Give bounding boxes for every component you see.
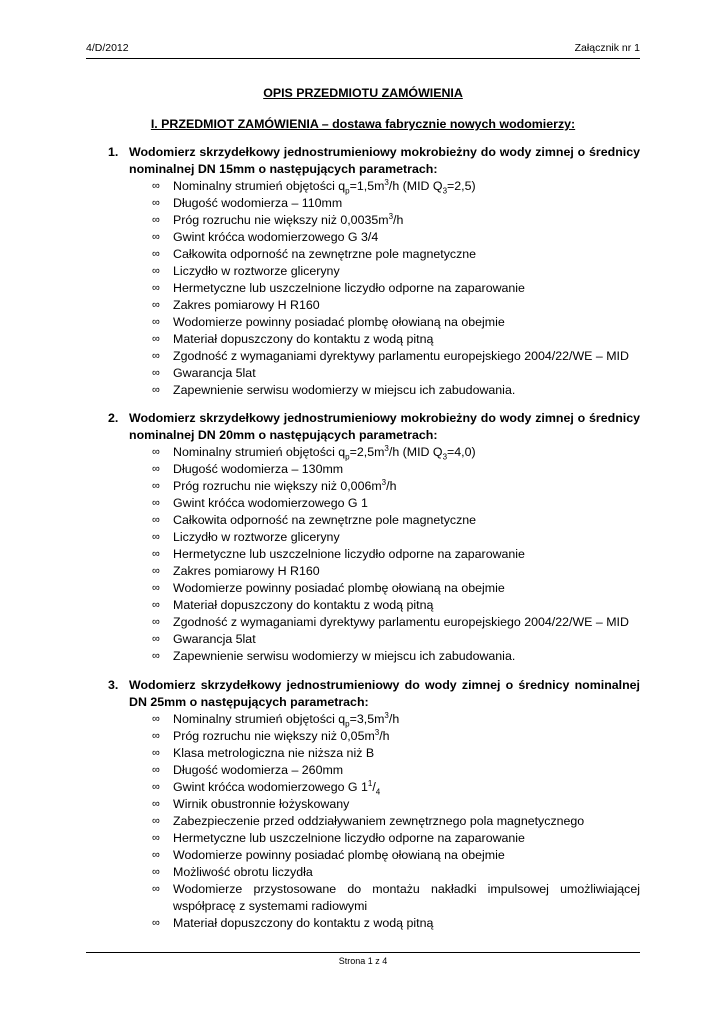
document-number: 4/D/2012 <box>86 42 129 54</box>
list-item-text: Wodomierze powinny posiadać plombę ołowianą na obejmie <box>173 848 505 862</box>
section-dn25 <box>108 677 640 932</box>
infinity-bullet-icon: ∞ <box>152 316 160 328</box>
list-item <box>108 779 640 796</box>
list-item <box>108 864 640 881</box>
list-item-text: Całkowita odporność na zewnętrzne pole magnetyczne <box>173 513 477 527</box>
infinity-bullet-icon: ∞ <box>152 497 160 509</box>
list-item-text: Materiał dopuszczony do kontaktu z wodą pitną <box>173 598 434 612</box>
infinity-bullet-icon: ∞ <box>152 633 160 645</box>
infinity-bullet-icon: ∞ <box>152 866 160 878</box>
list-item-text: Wirnik obustronnie łożyskowany <box>173 797 350 811</box>
list-item <box>108 478 640 495</box>
list-item-text: Hermetyczne lub uszczelnione liczydło odporne na zaparowanie <box>173 281 525 295</box>
list-item <box>108 195 640 212</box>
list-item <box>108 631 640 648</box>
parameter-list <box>108 444 640 665</box>
section-heading-text: Wodomierz skrzydełkowy jednostrumieniowy mokrobieżny do wody zimnej o średnicy nominalnej DN 15mm o następujących parametrach: <box>129 145 640 176</box>
infinity-bullet-icon: ∞ <box>152 764 160 776</box>
list-item-text: Próg rozruchu nie większy niż $0,0035m^3/h$ <box>173 211 404 227</box>
infinity-bullet-icon: ∞ <box>152 367 160 379</box>
list-item <box>108 745 640 762</box>
document-title: OPIS PRZEDMIOTU ZAMÓWIENIA <box>263 86 463 100</box>
list-item-text: Materiał dopuszczony do kontaktu z wodą pitną <box>173 916 434 930</box>
infinity-bullet-icon: ∞ <box>152 781 160 793</box>
list-item-text: Zgodność z wymaganiami dyrektywy parlamentu europejskiego 2004/22/WE – MID <box>173 615 629 629</box>
list-item <box>108 847 640 864</box>
list-item <box>108 580 640 597</box>
list-item <box>108 495 640 512</box>
list-item <box>108 444 640 461</box>
infinity-bullet-icon: ∞ <box>152 231 160 243</box>
list-item <box>108 314 640 331</box>
list-item-text: Hermetyczne lub uszczelnione liczydło odporne na zaparowanie <box>173 547 525 561</box>
infinity-bullet-icon: ∞ <box>152 214 160 226</box>
list-item <box>108 382 640 399</box>
infinity-bullet-icon: ∞ <box>152 531 160 543</box>
list-item <box>108 280 640 297</box>
list-item-text: Całkowita odporność na zewnętrzne pole magnetyczne <box>173 247 477 261</box>
section-dn15 <box>108 144 640 399</box>
list-item-text: Próg rozruchu nie większy niż $0,05m^3/h$ <box>173 727 390 743</box>
list-item-text: Próg rozruchu nie większy niż $0,006m^3/h$ <box>173 477 397 493</box>
list-item <box>108 546 640 563</box>
list-item <box>108 728 640 745</box>
infinity-bullet-icon: ∞ <box>152 384 160 396</box>
infinity-bullet-icon: ∞ <box>152 565 160 577</box>
list-item <box>108 229 640 246</box>
infinity-bullet-icon: ∞ <box>152 730 160 742</box>
list-item <box>108 365 640 382</box>
list-item-text: Klasa metrologiczna nie niższa niż B <box>173 746 375 760</box>
list-item-text: Liczydło w roztworze gliceryny <box>173 264 340 278</box>
list-item-text: Zabezpieczenie przed oddziaływaniem zewnętrznego pola magnetycznego <box>173 814 585 828</box>
list-item <box>108 915 640 932</box>
list-item-text: Gwint króćca wodomierzowego G $1^1/_4$ <box>173 778 381 797</box>
infinity-bullet-icon: ∞ <box>152 917 160 929</box>
list-item-text: Nominalny strumień objętości $q_p=2,5m^3/h$ (MID $Q_3=4,0$) <box>173 443 476 462</box>
section-dn20 <box>108 410 640 665</box>
list-item-text: Nominalny strumień objętości $q_p=3,5m^3/h$ <box>173 710 400 729</box>
list-item-text: Gwarancja 5lat <box>173 632 256 646</box>
section-number: 2. <box>108 411 119 425</box>
list-item <box>108 529 640 546</box>
document-subtitle: I. PRZEDMIOT ZAMÓWIENIA – dostawa fabrycznie nowych wodomierzy: <box>150 117 576 131</box>
infinity-bullet-icon: ∞ <box>152 747 160 759</box>
page-number: Strona 1 z 4 <box>338 956 388 966</box>
list-item-text: Nominalny strumień objętości $q_p=1,5m^3/h$ (MID $Q_3=2,5$) <box>173 177 476 196</box>
infinity-bullet-icon: ∞ <box>152 514 160 526</box>
list-item-text: Zapewnienie serwisu wodomierzy w miejscu ich zabudowania. <box>173 649 516 663</box>
infinity-bullet-icon: ∞ <box>152 599 160 611</box>
list-item-text: Zakres pomiarowy H R160 <box>173 564 320 578</box>
list-item <box>108 331 640 348</box>
list-item-text: Zgodność z wymaganiami dyrektywy parlamentu europejskiego 2004/22/WE – MID <box>173 349 629 363</box>
page-header <box>86 42 640 59</box>
list-item-text: Gwint króćca wodomierzowego G 3/4 <box>173 230 379 244</box>
infinity-bullet-icon: ∞ <box>152 849 160 861</box>
list-item <box>108 614 640 631</box>
parameter-list <box>108 711 640 932</box>
list-item <box>108 178 640 195</box>
list-item <box>108 297 640 314</box>
list-item-text: Długość wodomierza – 110mm <box>173 196 343 210</box>
infinity-bullet-icon: ∞ <box>152 650 160 662</box>
list-item-text: Długość wodomierza – 260mm <box>173 763 344 777</box>
list-item <box>108 512 640 529</box>
infinity-bullet-icon: ∞ <box>152 197 160 209</box>
infinity-bullet-icon: ∞ <box>152 548 160 560</box>
section-heading-text: Wodomierz skrzydełkowy jednostrumieniowy mokrobieżny do wody zimnej o średnicy nominalnej DN 20mm o następujących parametrach: <box>129 411 640 442</box>
section-heading <box>108 144 640 178</box>
infinity-bullet-icon: ∞ <box>152 446 160 458</box>
infinity-bullet-icon: ∞ <box>152 299 160 311</box>
list-item-text: Hermetyczne lub uszczelnione liczydło odporne na zaparowanie <box>173 831 525 845</box>
list-item-text: Zapewnienie serwisu wodomierzy w miejscu ich zabudowania. <box>173 383 516 397</box>
list-item <box>108 796 640 813</box>
infinity-bullet-icon: ∞ <box>152 815 160 827</box>
infinity-bullet-icon: ∞ <box>152 463 160 475</box>
list-item-text: Zakres pomiarowy H R160 <box>173 298 320 312</box>
section-heading <box>108 410 640 444</box>
infinity-bullet-icon: ∞ <box>152 480 160 492</box>
parameter-list <box>108 178 640 399</box>
list-item-text: Gwarancja 5lat <box>173 366 256 380</box>
list-item-text: Liczydło w roztworze gliceryny <box>173 530 340 544</box>
section-number: 1. <box>108 145 119 159</box>
infinity-bullet-icon: ∞ <box>152 282 160 294</box>
list-item-text: Możliwość obrotu liczydła <box>173 865 313 879</box>
list-item <box>108 212 640 229</box>
list-item <box>108 881 640 915</box>
section-number: 3. <box>108 678 119 692</box>
page-footer <box>86 952 640 966</box>
infinity-bullet-icon: ∞ <box>152 265 160 277</box>
infinity-bullet-icon: ∞ <box>152 180 160 192</box>
list-item <box>108 461 640 478</box>
list-item <box>108 762 640 779</box>
infinity-bullet-icon: ∞ <box>152 248 160 260</box>
infinity-bullet-icon: ∞ <box>152 832 160 844</box>
list-item-text: Gwint króćca wodomierzowego G 1 <box>173 496 368 510</box>
infinity-bullet-icon: ∞ <box>152 350 160 362</box>
list-item <box>108 246 640 263</box>
infinity-bullet-icon: ∞ <box>152 798 160 810</box>
list-item <box>108 597 640 614</box>
list-item-text: Wodomierze przystosowane do montażu nakładki impulsowej umożliwiającej współpracę z systemami radiowymi <box>173 882 640 913</box>
list-item-text: Długość wodomierza – 130mm <box>173 462 344 476</box>
section-heading-text: Wodomierz skrzydełkowy jednostrumieniowy do wody zimnej o średnicy nominalnej DN 25mm o następujących parametrach: <box>129 678 640 709</box>
list-item-text: Wodomierze powinny posiadać plombę ołowianą na obejmie <box>173 581 505 595</box>
attachment-label: Załącznik nr 1 <box>574 42 640 54</box>
infinity-bullet-icon: ∞ <box>152 333 160 345</box>
list-item <box>108 348 640 365</box>
list-item <box>108 563 640 580</box>
infinity-bullet-icon: ∞ <box>152 582 160 594</box>
list-item <box>108 830 640 847</box>
list-item-text: Materiał dopuszczony do kontaktu z wodą pitną <box>173 332 434 346</box>
infinity-bullet-icon: ∞ <box>152 883 160 895</box>
list-item <box>108 263 640 280</box>
section-heading <box>108 677 640 711</box>
infinity-bullet-icon: ∞ <box>152 616 160 628</box>
list-item <box>108 711 640 728</box>
list-item <box>108 813 640 830</box>
list-item-text: Wodomierze powinny posiadać plombę ołowianą na obejmie <box>173 315 505 329</box>
infinity-bullet-icon: ∞ <box>152 713 160 725</box>
list-item <box>108 648 640 665</box>
